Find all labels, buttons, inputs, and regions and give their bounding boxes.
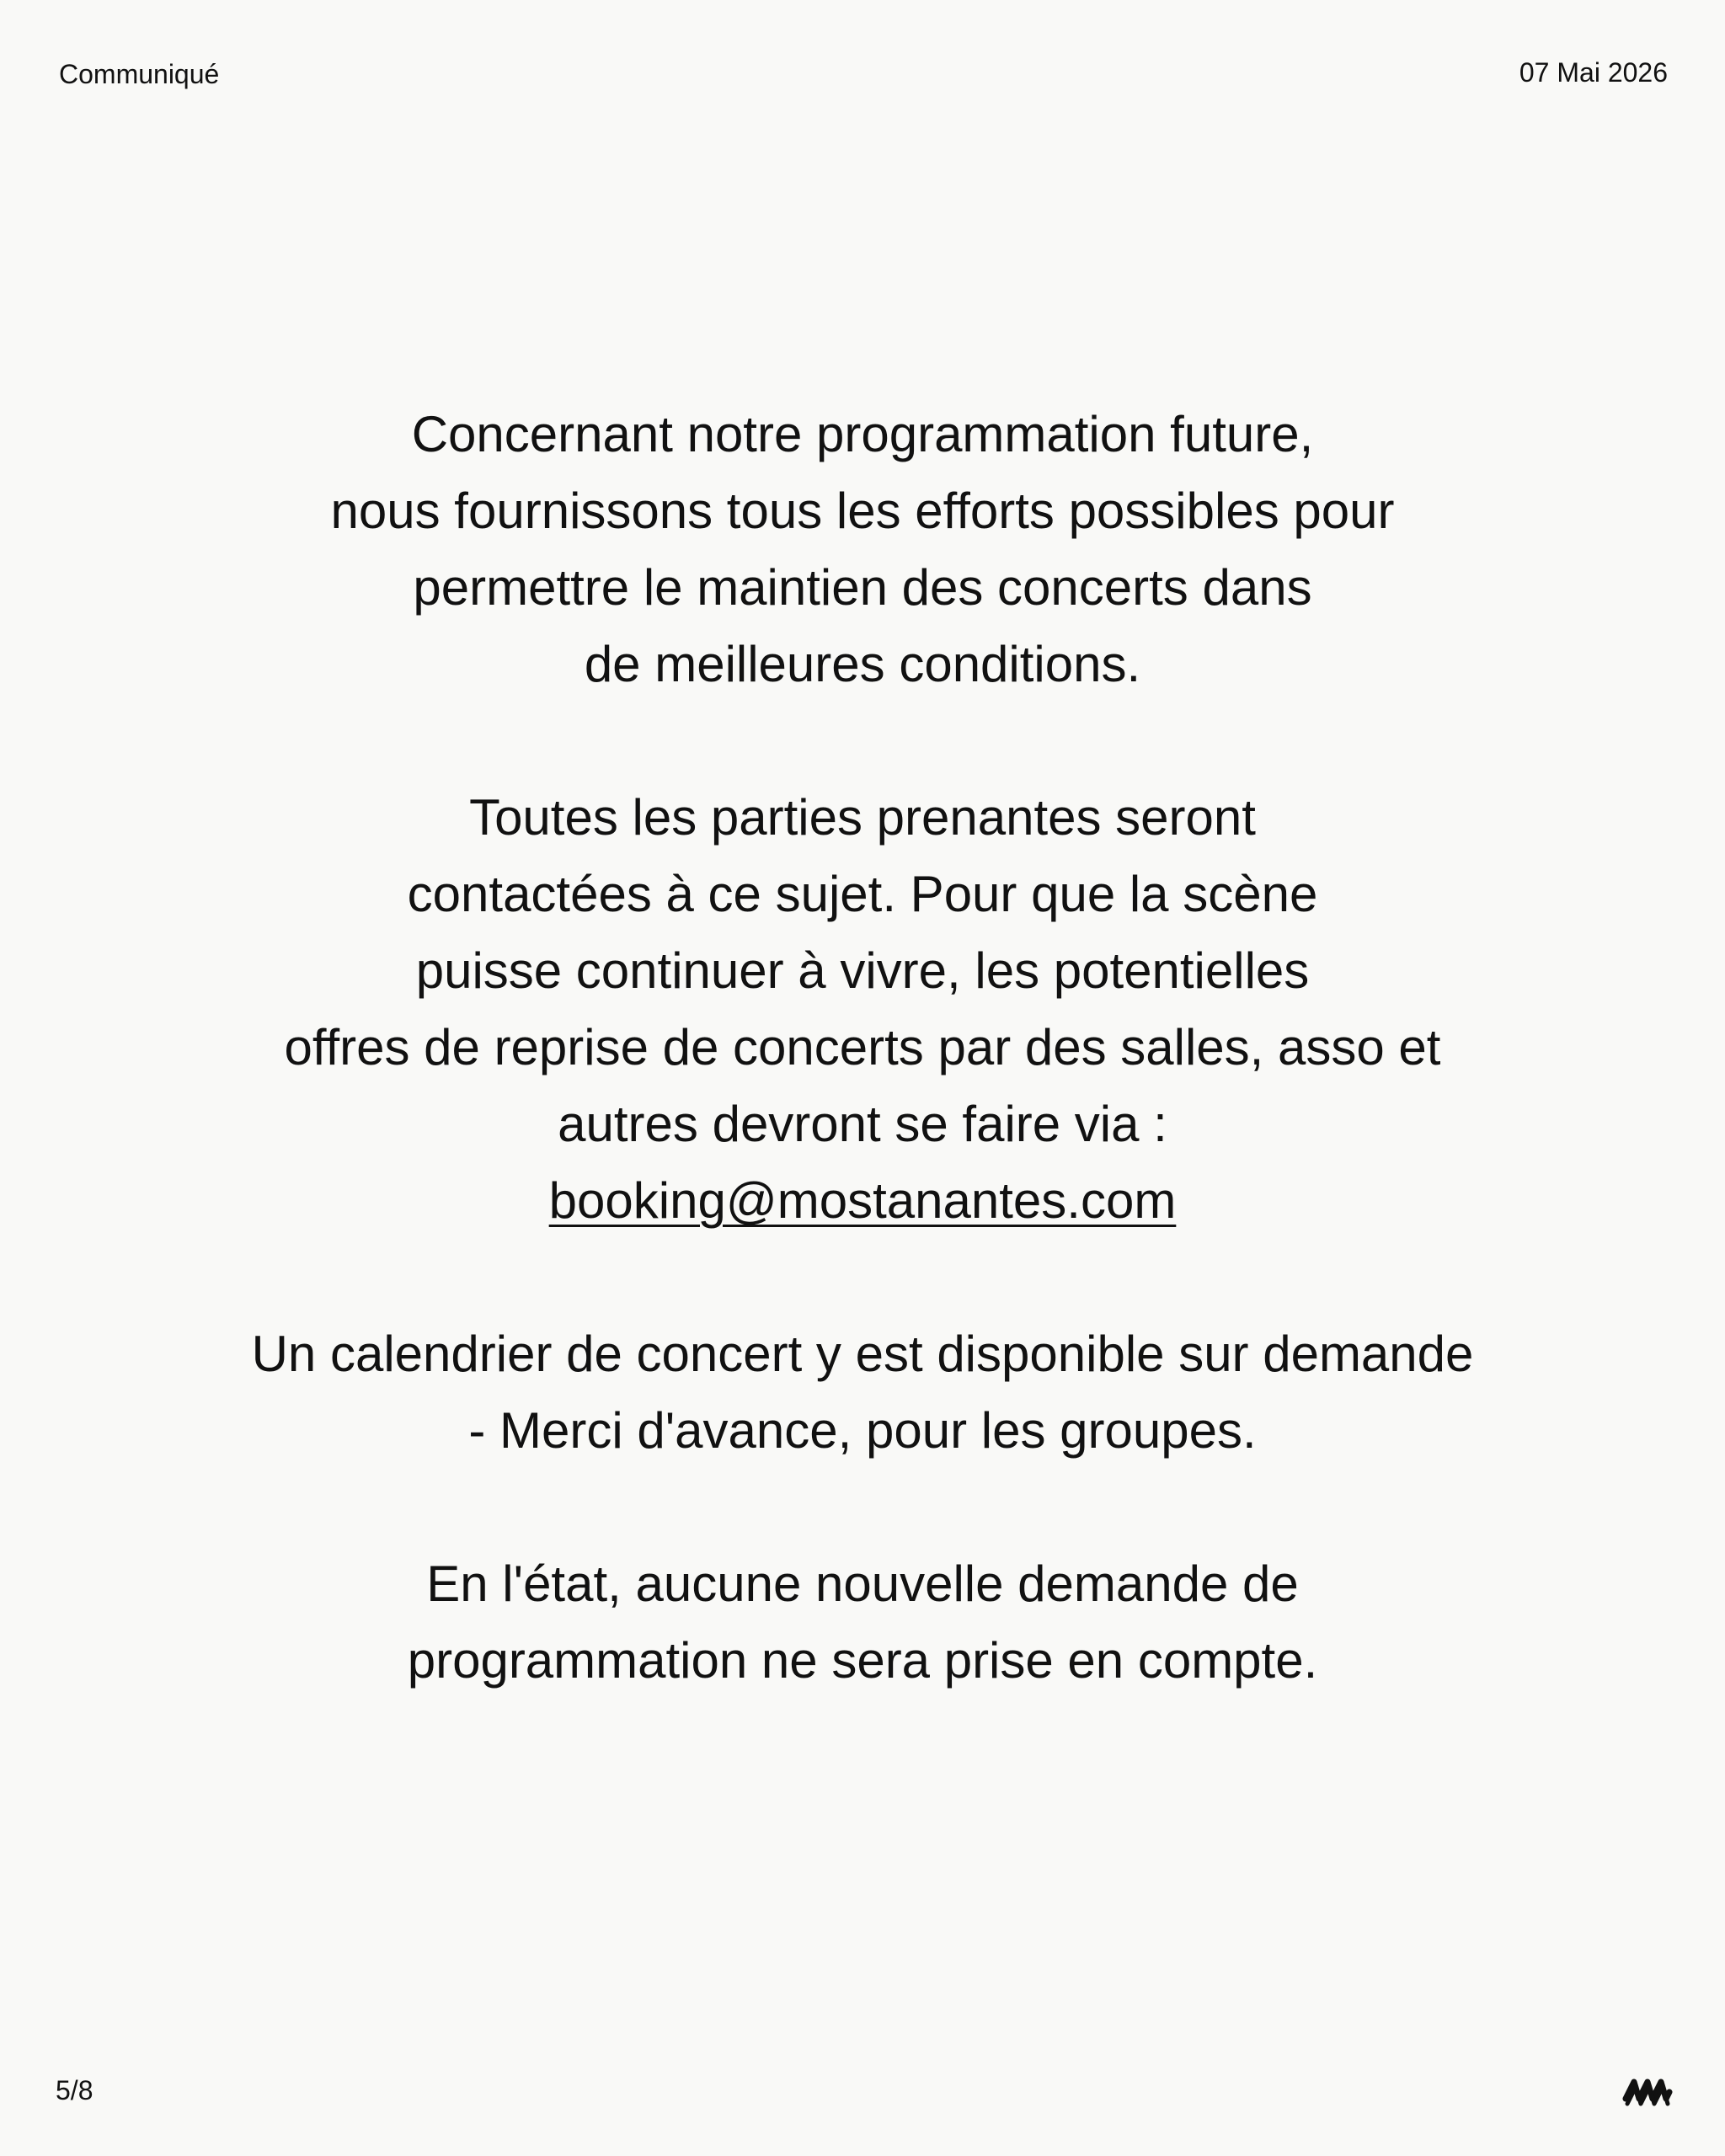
brand-wave-logo-icon: [1622, 2073, 1673, 2107]
document-date: 07 Mai 2026: [1519, 57, 1668, 88]
text-line: contactées à ce sujet. Pour que la scène: [407, 866, 1318, 922]
text-line: En l'état, aucune nouvelle demande de: [426, 1556, 1299, 1612]
text-line: nous fournissons tous les efforts possibles pour: [330, 483, 1395, 539]
paragraph-calendar: [0, 1315, 1725, 1469]
booking-email-link[interactable]: booking@mostanantes.com: [548, 1172, 1177, 1229]
text-line: Concernant notre programmation future,: [411, 406, 1314, 462]
text-line: de meilleures conditions.: [584, 636, 1141, 692]
document-type-label: Communiqué: [59, 59, 220, 89]
text-line: permettre le maintien des concerts dans: [413, 559, 1312, 616]
announcement-body: [0, 396, 1725, 1775]
email-line: [0, 1162, 1725, 1239]
text-line: Toutes les parties prenantes seront: [469, 789, 1256, 846]
page-indicator: 5/8: [56, 2075, 93, 2105]
text-line: offres de reprise de concerts par des salles, asso et: [284, 1019, 1441, 1075]
text-line: programmation ne sera prise en compte.: [407, 1632, 1318, 1689]
paragraph-programming: [0, 396, 1725, 702]
text-line: Un calendrier de concert y est disponible sur demande: [251, 1326, 1474, 1382]
paragraph-contact: [0, 779, 1725, 1239]
text-line: autres devront se faire via :: [558, 1096, 1167, 1152]
text-line: - Merci d'avance, pour les groupes.: [468, 1402, 1257, 1459]
paragraph-no-new-requests: [0, 1545, 1725, 1699]
text-line: puisse continuer à vivre, les potentielles: [415, 942, 1310, 999]
